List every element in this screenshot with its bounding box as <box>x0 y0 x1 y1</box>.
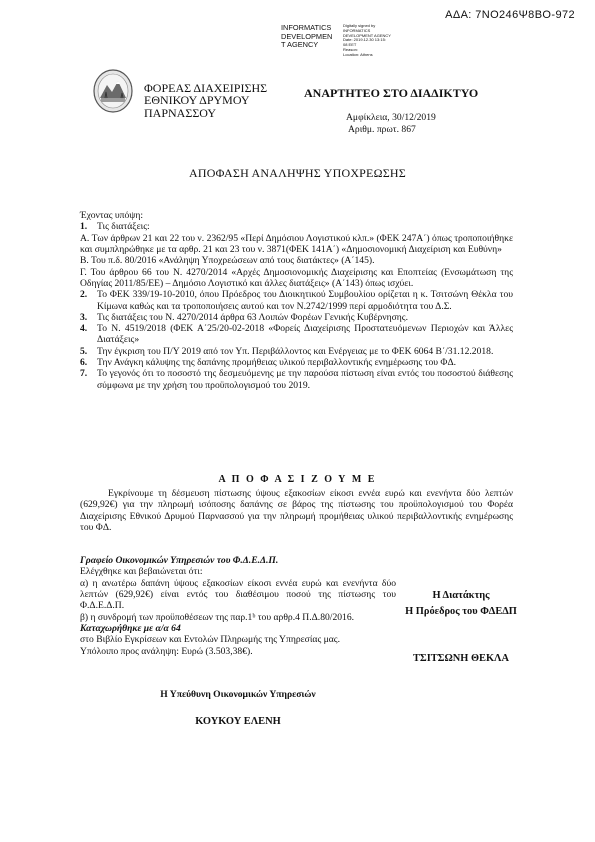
list-item: 5. Την έγκριση του Π/Υ 2019 από τον Υπ. Περιβάλλοντος και Ενέργειας με το ΦΕΚ 6064 Β΄/31.12.2018. <box>80 345 494 357</box>
list-item: 6. Την Ανάγκη κάλυψης της δαπάνης προμήθειας υλικού περιβαλλοντικής ενημέρωσης του ΦΔ. <box>80 357 457 369</box>
digital-signature-stamp <box>281 24 481 66</box>
finance-office-section <box>80 555 396 657</box>
finance-officer-role: Η Υπεύθυνη Οικονομικών Υπηρεσιών <box>160 689 316 700</box>
provision-b: Β. Του π.δ. 80/2016 «Ανάληψη Υποχρεώσεων από τους διατάκτες» (Α΄145). <box>80 255 375 267</box>
considering-heading: Έχοντας υπόψη: <box>80 210 143 221</box>
considerations-section <box>80 210 513 391</box>
finance-officer-name: ΚΟΥΚΟΥ ΕΛΕΝΗ <box>195 716 281 727</box>
list-item: 1. Τις διατάξεις: <box>80 221 150 233</box>
decision-heading: Α Π Ο Φ Α Σ Ι Ζ Ο Υ Μ Ε <box>218 474 377 485</box>
list-item: 4. Το Ν. 4519/2018 (ΦΕΚ Α΄25/20-02-2018 «Φορείς Διαχείρισης Προστατευόμενων Περιοχών και Άλλες Διατάξεις» <box>80 323 513 346</box>
finance-balance: Υπόλοιπο προς ανάληψη: Ευρώ (3.503,38€). <box>80 645 253 657</box>
decision-text: Εγκρίνουμε τη δέσμευση πίστωσης ύψους εξακοσίων είκοσι εννέα ευρώ και ενενήντα δύο λεπτών (629,92€) για την πληρωμή ισόποσης δαπάνης σε βάρος της πίστωσης του προϋπολογισμού του Φορέα Διαχείρισης Εθνικού Δρυμού Παρνασσού για την πληρωμή προμήθειας υλικού περιβαλλοντικής ενημέρωσης του ΦΔ. <box>80 488 513 533</box>
provision-c: Γ. Του άρθρου 66 του Ν. 4270/2014 «Αρχές Δημοσιονομικής Διαχείρισης και Εποπτείας (Ενσωμάτωση της Οδηγίας 2011/85/ΕΕ) – Δημόσιο Λογιστικό και άλλες διατάξεις» (Α΄143) όπως ισχύει. <box>80 266 513 289</box>
signatory-roles: Η Διατάκτης Η Πρόεδρος του ΦΔΕΔΠ <box>405 590 517 617</box>
finance-verify: Ελέγχθηκε και βεβαιώνεται ότι: <box>80 566 203 578</box>
signatory-name: ΤΣΙΤΣΩΝΗ ΘΕΚΛΑ <box>412 653 510 664</box>
stamp-label: INFORMATICS DEVELOPMEN T AGENCY <box>281 23 333 50</box>
protocol-number: Αριθμ. πρωτ. 867 <box>348 124 416 135</box>
finance-heading: Γραφείο Οικονομικών Υπηρεσιών του Φ.Δ.Ε.Δ.Π. <box>80 555 279 566</box>
agency-seal-icon <box>92 68 134 114</box>
list-item: 7. Το γεγονός ότι το ποσοστό της δεσμευόμενης με την παρούσα πίστωση είναι εντός του ποσοστού διάθεσης σύμφωνα με την χρήση του προϋπολογισμού του 2019. <box>80 368 513 391</box>
finance-item-a: α) η ανωτέρω δαπάνη ύψους εξακοσίων είκοσι εννέα ευρώ και ενενήντα δύο λεπτών (629,92€) είναι εντός του διαθέσιμου ποσού της πίστωσης του Φ.Δ.Ε.Δ.Π. <box>80 577 396 612</box>
finance-item-b: β) η συνδρομή των προϋποθέσεων της παρ.1ᵇ του αρθρ.4 Π.Δ.80/2016. <box>80 611 355 623</box>
posted-online-label: ΑΝΑΡΤΗΤΕΟ ΣΤΟ ΔΙΑΔΙΚΤΥΟ <box>304 86 479 100</box>
ada-code: ΑΔΑ: 7ΝΟ246Ψ8ΒΟ-972 <box>445 9 575 21</box>
finance-registered: Καταχωρήθηκε με α/α 64 <box>80 622 181 634</box>
agency-name: ΦΟΡΕΑΣ ΔΙΑΧΕΙΡΙΣΗΣ ΕΘΝΙΚΟΥ ΔΡΥΜΟΥ ΠΑΡΝΑΣΣΟΥ <box>144 81 268 120</box>
list-item: 2. Το ΦΕΚ 339/19-10-2010, όπου Πρόεδρος του Διοικητικού Συμβουλίου ορίζεται η κ. Τσιτσώνη Θέκλα του Κίμωνα καθώς και τα τροποποιήσεις αυτού και τον Ν.2742/1999 περί αρμοδιότητα του Δ.Σ. <box>80 289 513 312</box>
list-item: 3. Τις διατάξεις του Ν. 4270/2014 άρθρα 63 Λοιπών Φορέων Γενικής Κυβέρνησης. <box>80 311 409 323</box>
provision-a: Α. Των άρθρων 21 και 22 του ν. 2362/95 «Περί Δημόσιου Λογιστικού κλπ.» (ΦΕΚ 247Α΄) όπως τροποποιήθηκε και συμπληρώθηκε με τα αρθρ. 21 και 23 του ν. 3871(ΦΕΚ 141Α΄) «Δημοσιονομική Διαχείριση και Ευθύνη» <box>80 232 513 255</box>
document-title: ΑΠΟΦΑΣΗ ΑΝΑΛΗΨΗΣ ΥΠΟΧΡΕΩΣΗΣ <box>189 166 406 180</box>
place-date: Αμφίκλεια, 30/12/2019 <box>346 112 436 123</box>
stamp-signature-details: Digitally signed by INFORMATICS DEVELOPMENT AGENCY Date: 2019.12.30 13:15: 08 EET Reason: Location: Athens <box>343 23 391 57</box>
finance-book: στο Βιβλίο Εγκρίσεων και Εντολών Πληρωμής της Υπηρεσίας μας. <box>80 634 341 646</box>
